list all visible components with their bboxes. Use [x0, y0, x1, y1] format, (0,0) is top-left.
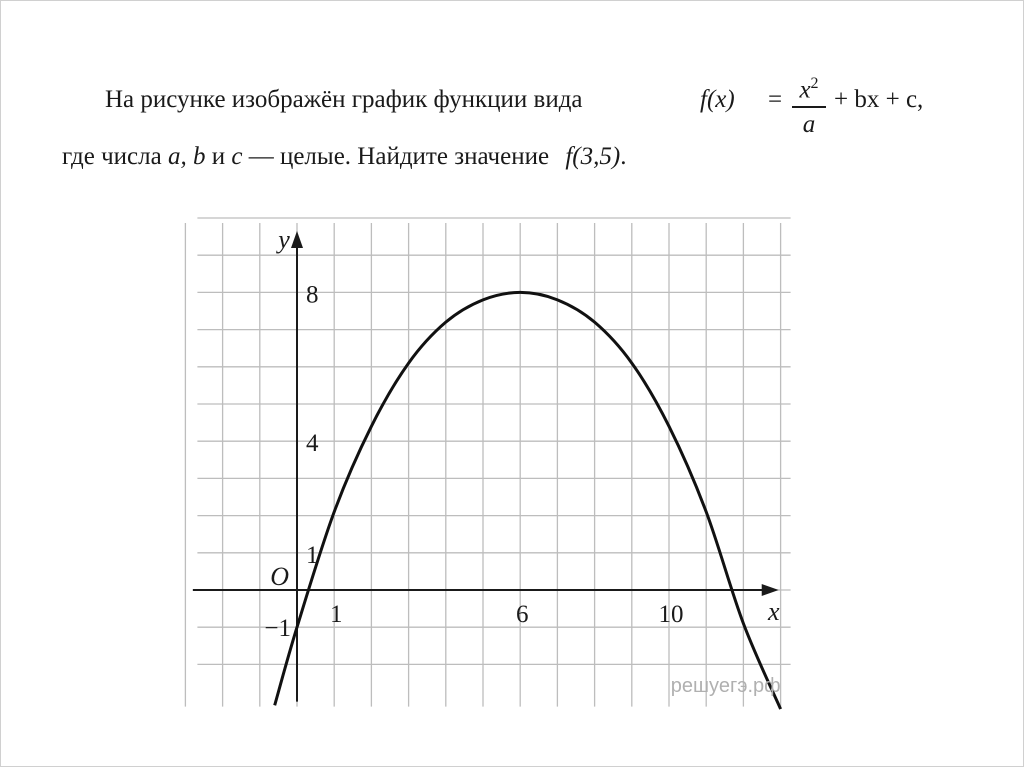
x-tick-label: 10	[658, 601, 684, 628]
and-word: и	[211, 143, 226, 170]
var-a: a,	[167, 143, 187, 170]
origin-label: O	[270, 562, 289, 591]
curve-layer	[275, 292, 781, 709]
y-tick-label: 8	[306, 281, 319, 309]
line2-middle: — целые. Найдите значение	[248, 143, 550, 170]
y-tick-label: 4	[306, 430, 319, 458]
labels	[264, 225, 780, 697]
watermark-text: решуегэ.рф	[670, 675, 781, 697]
problem-intro-text: На рисунке изображён график функции вида	[105, 86, 583, 113]
eval-expression: f(3,5)	[565, 143, 621, 170]
y-axis-arrow	[291, 231, 303, 248]
y-tick-label: 1	[306, 541, 319, 569]
y-axis-label: y	[278, 225, 290, 255]
x-tick-label: 1	[329, 601, 343, 628]
x-axis-label: x	[767, 597, 780, 626]
x-axis-arrow	[762, 584, 779, 596]
formula-rest: + bx + c,	[834, 86, 924, 113]
var-b: b	[192, 143, 206, 170]
function-curve	[275, 292, 781, 709]
formula-denominator: a	[802, 110, 816, 138]
var-c: c	[231, 143, 243, 170]
formula-equals: =	[768, 86, 783, 113]
formula-exponent: 2	[810, 75, 819, 92]
x-tick-label: 6	[515, 601, 529, 628]
formula-lhs: f(x)	[700, 86, 735, 113]
formula-numerator: $x^2$	[799, 75, 819, 104]
final-period: .	[620, 143, 627, 170]
line2-prefix: где числа	[62, 143, 162, 170]
y-tick-label: −1	[264, 615, 291, 643]
